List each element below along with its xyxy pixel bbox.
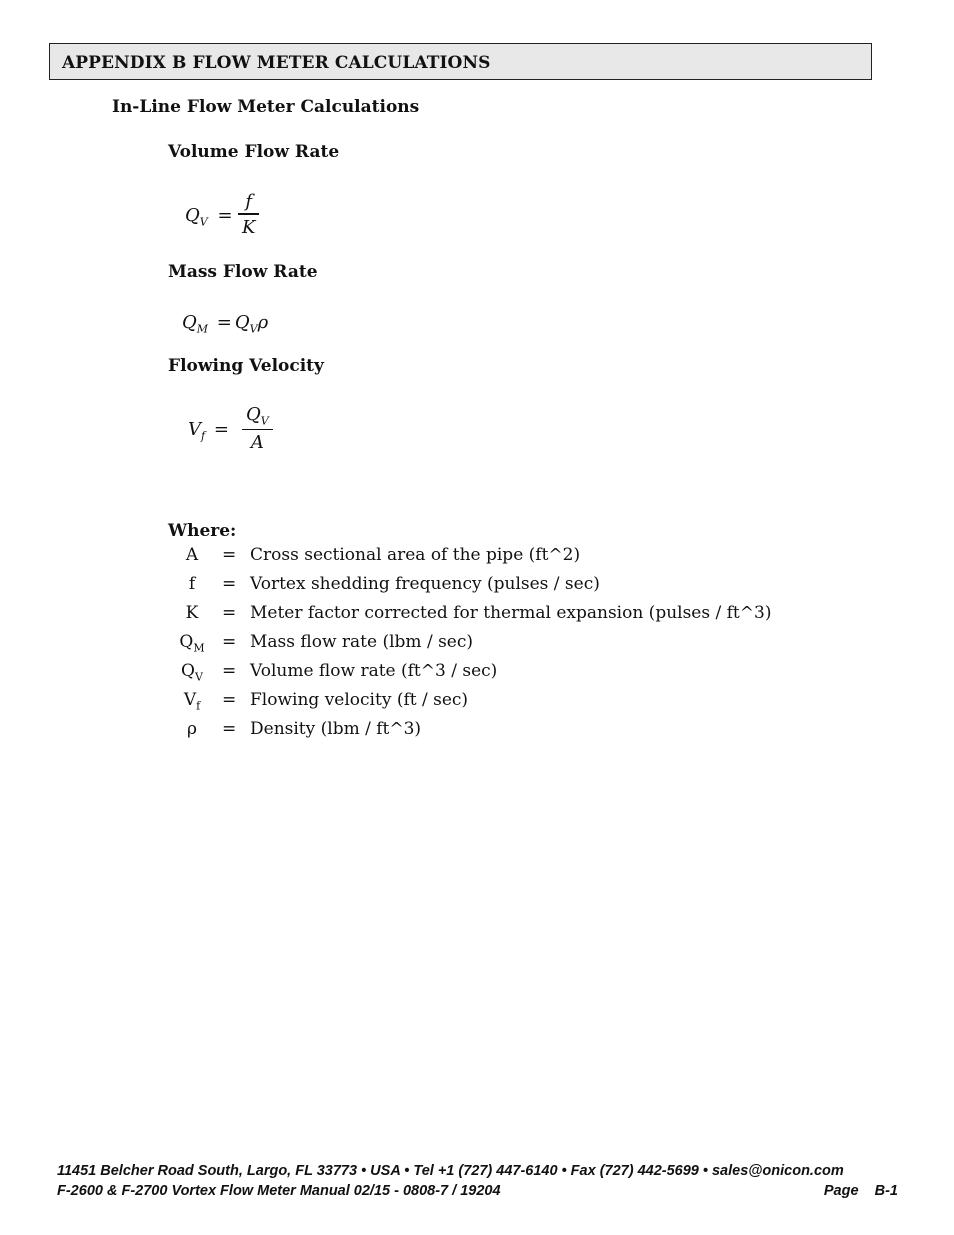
definition-equals: = [222,661,237,681]
appendix-header [49,43,872,80]
section-title: In-Line Flow Meter Calculations [112,97,420,117]
definition-symbol: $Q_M$ [179,632,205,655]
definition-text: Vortex shedding frequency (pulses / sec) [250,574,600,594]
list-item [168,661,808,690]
footer-doc-line [57,1183,898,1203]
fraction-bar [242,429,273,431]
definition-symbol: K [185,603,199,623]
definition-text: Flowing velocity (ft / sec) [250,690,469,710]
page-number: Page B-1 [823,1183,898,1199]
definition-text: Mass flow rate (lbm / sec) [250,632,474,652]
definition-symbol: $V_f$ [183,690,201,713]
definitions-list [168,545,808,748]
list-item [168,719,808,748]
mass-flow-title: Mass Flow Rate [168,262,318,282]
fraction-bar [238,213,259,215]
footer-contact: 11451 Belcher Road South, Largo, FL 33773 • USA • Tel +1 (727) 447-6140 • Fax (727) 442-5699 • sales@onicon.com [57,1163,844,1179]
velocity-fraction [242,404,273,453]
velocity-lhs: $V_f$ = [188,419,229,443]
volume-flow-numerator: f [245,191,253,212]
volume-flow-title: Volume Flow Rate [168,142,340,162]
velocity-numerator: $Q_V$ [246,404,269,428]
footer-manual-id: F-2600 & F-2700 Vortex Flow Meter Manual 02/15 - 0808-7 / 19204 [57,1183,501,1199]
definition-text: Volume flow rate (ft^3 / sec) [250,661,498,681]
definition-symbol: f [188,574,196,594]
list-item [168,603,808,632]
definition-equals: = [222,574,237,594]
list-item [168,574,808,603]
volume-flow-lhs: $Q_V$ = [185,205,233,229]
definition-equals: = [222,632,237,652]
velocity-title: Flowing Velocity [168,356,324,376]
definition-equals: = [222,545,237,565]
velocity-denominator: A [250,432,264,454]
definition-text: Density (lbm / ft^3) [250,719,422,739]
volume-flow-fraction [238,191,259,238]
definition-text: Cross sectional area of the pipe (ft^2) [250,545,581,565]
definition-symbol: ρ [187,719,197,739]
list-item [168,632,808,661]
mass-flow-formula: $Q_M = Q_V\rho$ [182,312,269,336]
definition-equals: = [222,690,237,710]
list-item [168,545,808,574]
where-title: Where: [168,521,237,541]
definition-symbol: A [185,545,199,565]
definition-equals: = [222,719,237,739]
volume-flow-denominator: K [242,216,256,238]
definition-symbol: $Q_V$ [181,661,203,684]
appendix-title: APPENDIX B FLOW METER CALCULATIONS [62,53,491,73]
definition-equals: = [222,603,237,623]
definition-text: Meter factor corrected for thermal expansion (pulses / ft^3) [250,603,772,623]
page-footer [57,1163,898,1203]
list-item [168,690,808,719]
